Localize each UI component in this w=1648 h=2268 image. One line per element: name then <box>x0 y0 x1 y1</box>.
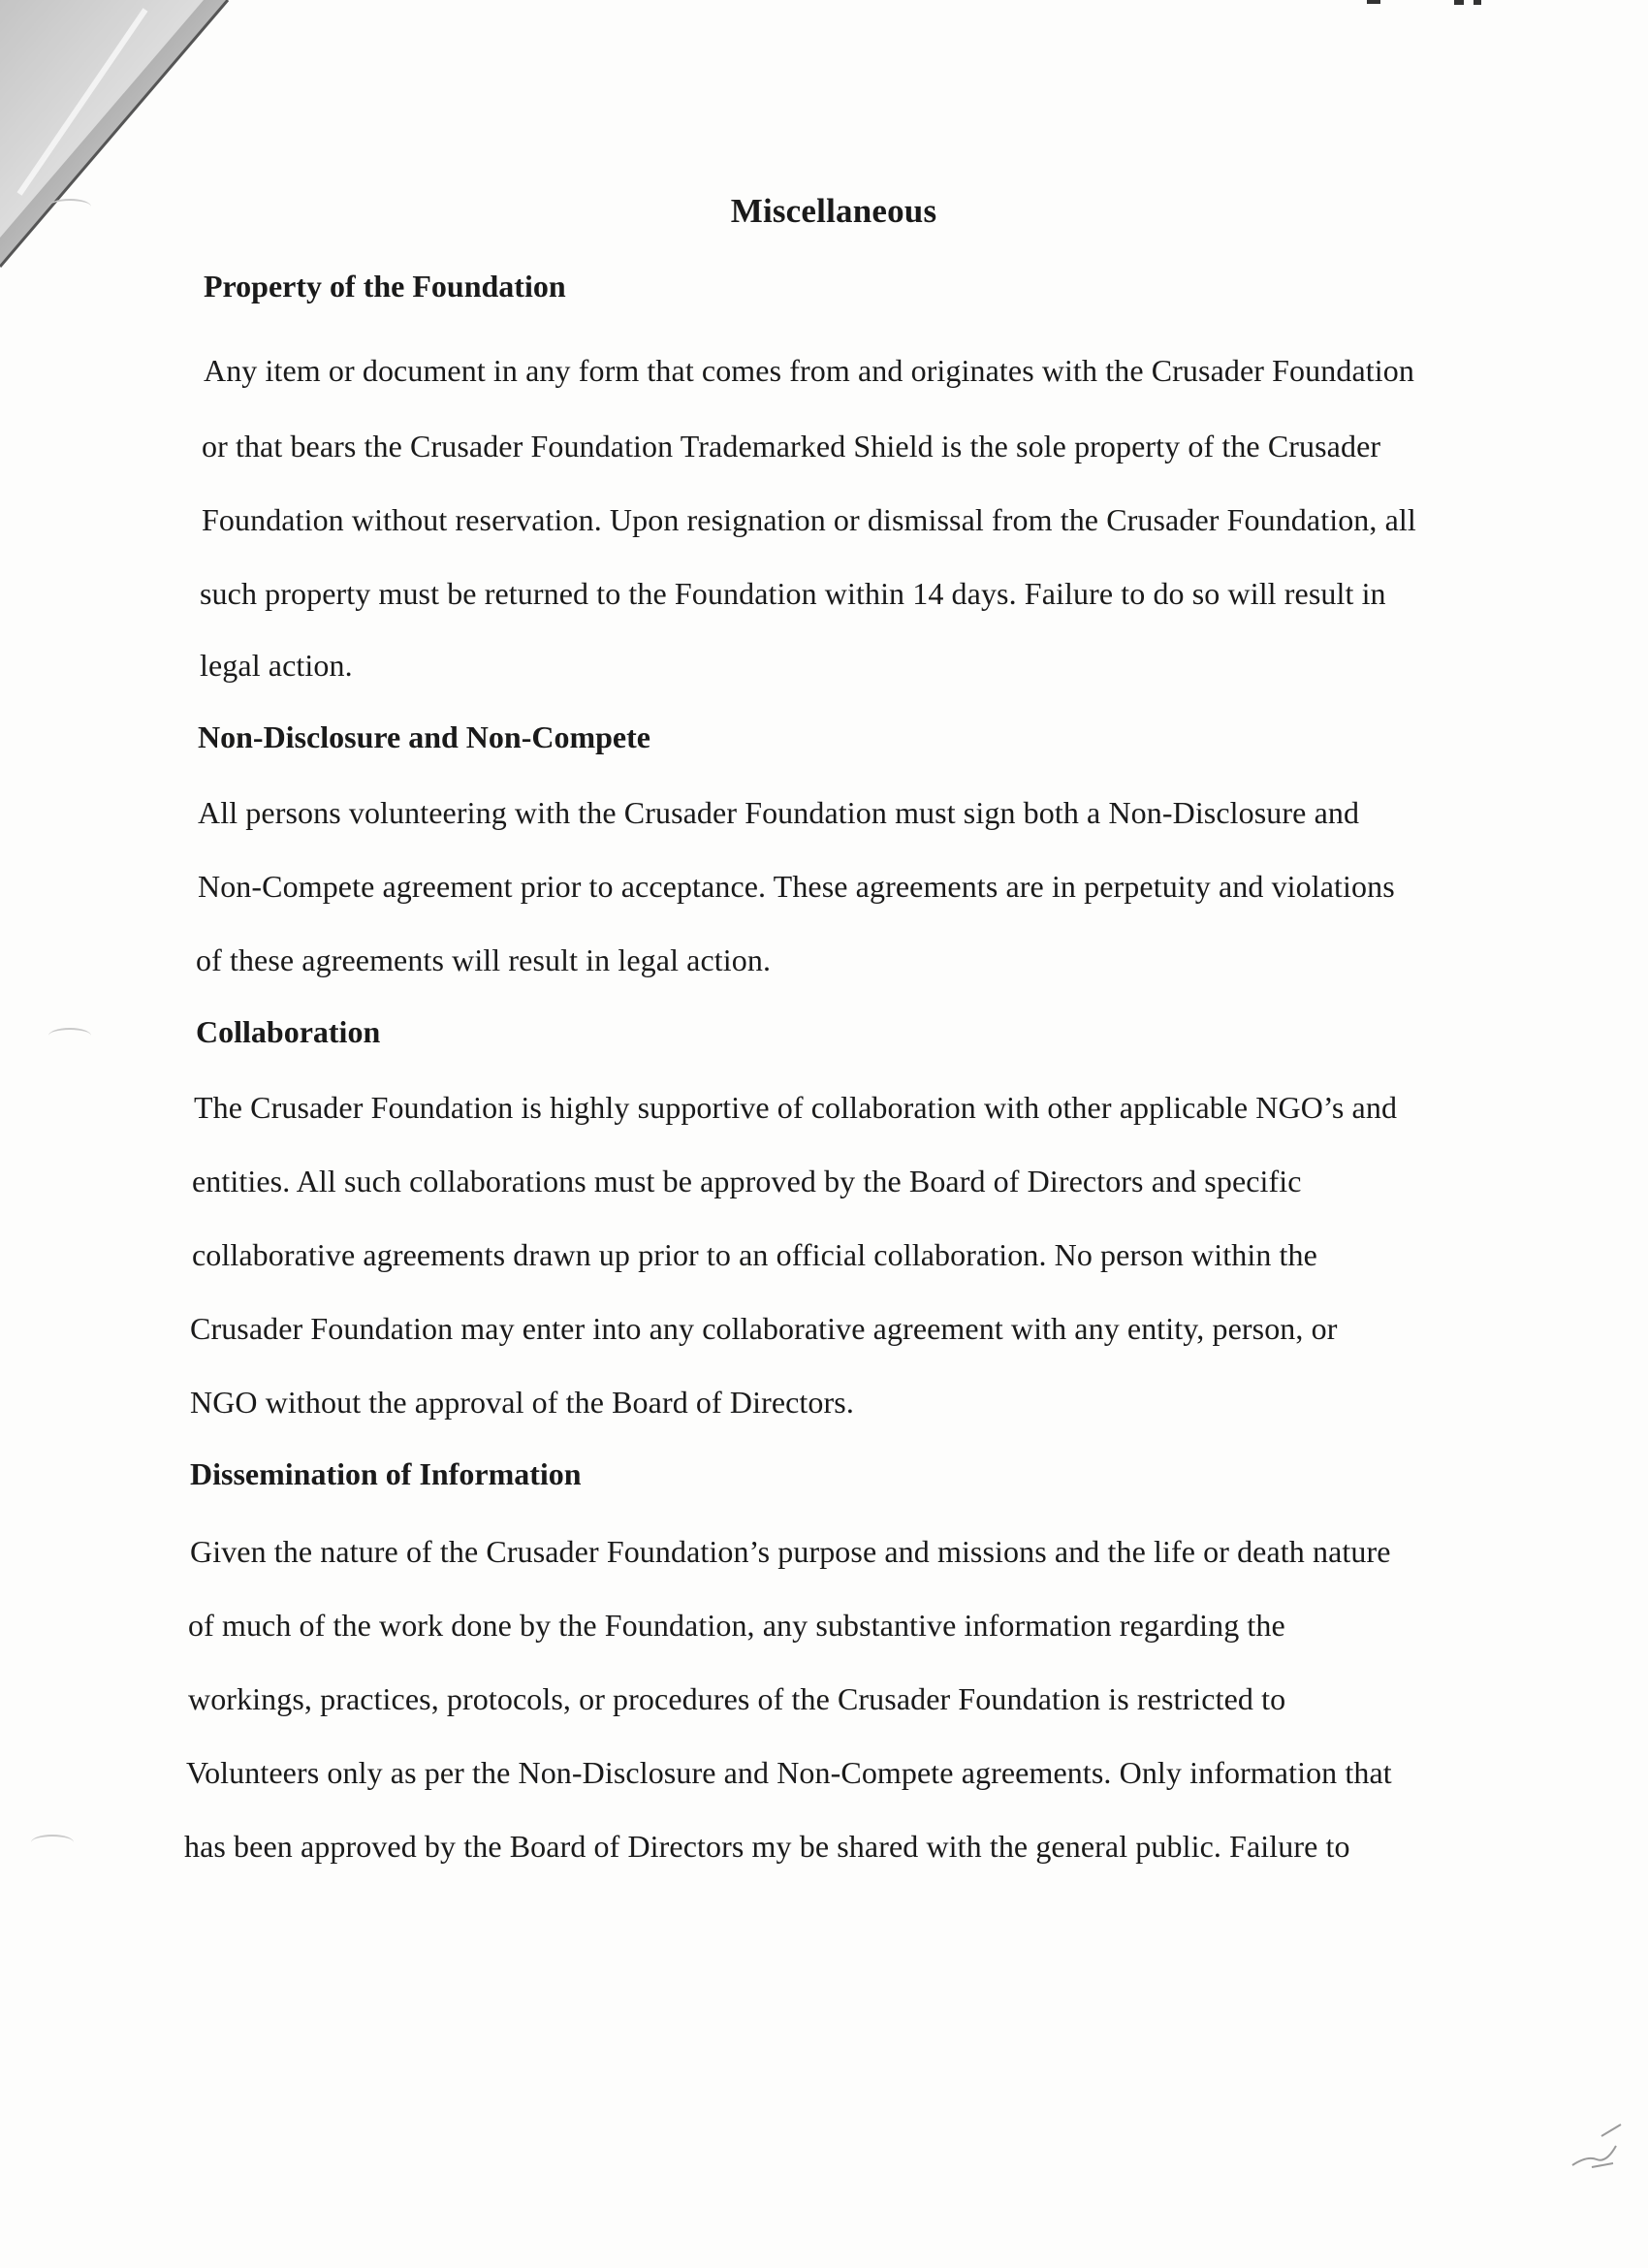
paragraph-line: Given the nature of the Crusader Foundation’s purpose and missions and the life or death nature <box>190 1534 1391 1569</box>
paragraph-line: of these agreements will result in legal action. <box>196 942 772 977</box>
paragraph-line: Volunteers only as per the Non-Disclosure and Non-Compete agreements. Only information that <box>186 1755 1392 1790</box>
paragraph-line: workings, practices, protocols, or procedures of the Crusader Foundation is restricted to <box>188 1681 1286 1716</box>
paragraph-line: Foundation without reservation. Upon resignation or dismissal from the Crusader Foundation, all <box>202 502 1416 537</box>
section-heading-dissemination: Dissemination of Information <box>190 1456 582 1491</box>
paragraph-line: The Crusader Foundation is highly supportive of collaboration with other applicable NGO’s and <box>194 1090 1398 1125</box>
paragraph-line: Any item or document in any form that comes from and originates with the Crusader Foundation <box>204 353 1414 388</box>
paragraph-line: entities. All such collaborations must be approved by the Board of Directors and specific <box>192 1164 1302 1198</box>
section-heading-non-disclosure: Non-Disclosure and Non-Compete <box>198 719 650 754</box>
paragraph-line: NGO without the approval of the Board of Directors. <box>190 1385 854 1420</box>
paragraph-line: of much of the work done by the Foundation, any substantive information regarding the <box>188 1608 1285 1643</box>
paragraph-line: such property must be returned to the Foundation within 14 days. Failure to do so will result in <box>200 576 1386 611</box>
paragraph-line: Non-Compete agreement prior to acceptance. These agreements are in perpetuity and violations <box>198 869 1395 904</box>
paragraph-line: collaborative agreements drawn up prior to an official collaboration. No person within the <box>192 1237 1317 1272</box>
section-heading-collaboration: Collaboration <box>196 1014 381 1049</box>
paragraph-line: legal action. <box>200 648 353 683</box>
paragraph-line: All persons volunteering with the Crusader Foundation must sign both a Non-Disclosure and <box>198 795 1360 830</box>
section-heading-property: Property of the Foundation <box>204 269 566 303</box>
paragraph-line: has been approved by the Board of Directors my be shared with the general public. Failure to <box>184 1829 1350 1864</box>
paragraph-line: or that bears the Crusader Foundation Trademarked Shield is the sole property of the Crusader <box>202 429 1381 463</box>
page-title: Miscellaneous <box>730 192 937 230</box>
paragraph-line: Crusader Foundation may enter into any collaborative agreement with any entity, person, or <box>190 1311 1338 1346</box>
